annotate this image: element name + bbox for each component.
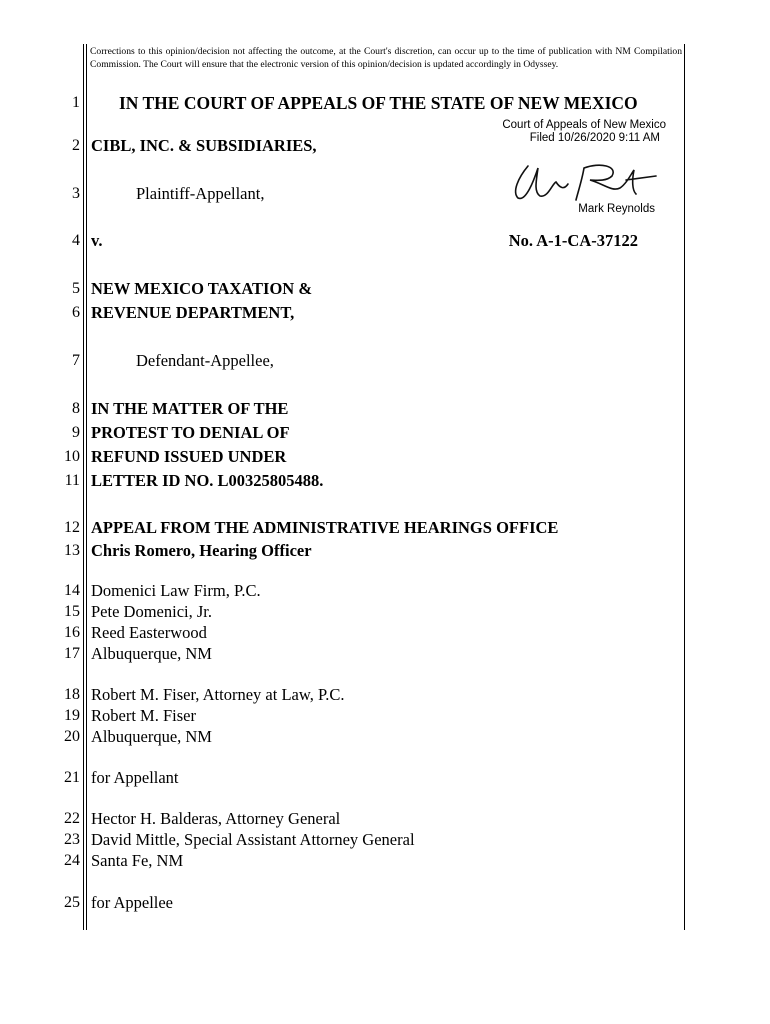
line-number: 11	[64, 472, 80, 489]
counsel-for-appellee: for Appellee	[91, 893, 174, 912]
left-margin-rule-outer	[83, 44, 84, 930]
counsel-line: Domenici Law Firm, P.C.	[91, 581, 261, 600]
hearing-officer: Chris Romero, Hearing Officer	[91, 541, 312, 560]
line-number: 3	[72, 185, 80, 202]
line-number: 4	[72, 232, 80, 249]
counsel-line: Robert M. Fiser	[91, 706, 196, 725]
line-number: 7	[72, 352, 80, 369]
line-number: 15	[64, 603, 80, 620]
counsel-line: Albuquerque, NM	[91, 727, 212, 746]
line-number: 1	[72, 94, 80, 111]
matter-line-2: PROTEST TO DENIAL OF	[91, 423, 290, 442]
counsel-line: Robert M. Fiser, Attorney at Law, P.C.	[91, 685, 345, 704]
court-title: IN THE COURT OF APPEALS OF THE STATE OF NEW MEXICO	[119, 93, 638, 113]
right-margin-rule	[684, 44, 685, 930]
defendant-name-1: NEW MEXICO TAXATION &	[91, 279, 313, 298]
counsel-line: Reed Easterwood	[91, 623, 207, 642]
counsel-line: Pete Domenici, Jr.	[91, 602, 212, 621]
matter-line-3: REFUND ISSUED UNDER	[91, 447, 287, 466]
signer-name: Mark Reynolds	[578, 203, 655, 215]
plaintiff-role: Plaintiff-Appellant,	[136, 184, 265, 203]
plaintiff-name: CIBL, INC. & SUBSIDIARIES,	[91, 136, 317, 155]
versus: v.	[91, 231, 103, 250]
line-number: 14	[64, 582, 80, 599]
line-number: 25	[64, 894, 80, 911]
line-number: 23	[64, 831, 80, 848]
line-number: 10	[64, 448, 80, 465]
line-number: 17	[64, 645, 80, 662]
line-number: 13	[64, 542, 80, 559]
line-number: 9	[72, 424, 80, 441]
line-number: 19	[64, 707, 80, 724]
line-number: 21	[64, 769, 80, 786]
counsel-line: Albuquerque, NM	[91, 644, 212, 663]
line-number: 5	[72, 280, 80, 297]
stamp-filed-date: Filed 10/26/2020 9:11 AM	[529, 132, 660, 144]
counsel-for-appellant: for Appellant	[91, 768, 179, 787]
counsel-line: Santa Fe, NM	[91, 851, 184, 870]
left-margin-rule-inner	[86, 44, 87, 930]
appeal-heading: APPEAL FROM THE ADMINISTRATIVE HEARINGS OFFICE	[91, 518, 559, 537]
defendant-name-2: REVENUE DEPARTMENT,	[91, 303, 295, 322]
docket-number: No. A-1-CA-37122	[508, 231, 638, 250]
line-number: 16	[64, 624, 80, 641]
counsel-line: David Mittle, Special Assistant Attorney General	[91, 830, 415, 849]
filing-stamp	[470, 119, 666, 145]
line-number: 6	[72, 304, 80, 321]
matter-line-4: LETTER ID NO. L00325805488.	[91, 471, 324, 490]
line-number: 2	[72, 137, 80, 154]
line-number: 24	[64, 852, 80, 869]
stamp-court: Court of Appeals of New Mexico	[502, 119, 666, 131]
line-number: 8	[72, 400, 80, 417]
signature-image	[508, 158, 658, 206]
counsel-line: Hector H. Balderas, Attorney General	[91, 809, 341, 828]
corrections-notice: Corrections to this opinion/decision not affecting the outcome, at the Court's discretion, can occur up to the time of publication with NM Compilation Commission. The Court will ensure that the electronic version of this opinion/decision is updated accordingly in Odyssey.	[90, 46, 682, 70]
defendant-role: Defendant-Appellee,	[136, 351, 274, 370]
line-number: 12	[64, 519, 80, 536]
line-number: 20	[64, 728, 80, 745]
matter-line-1: IN THE MATTER OF THE	[91, 399, 289, 418]
line-number: 18	[64, 686, 80, 703]
line-number: 22	[64, 810, 80, 827]
